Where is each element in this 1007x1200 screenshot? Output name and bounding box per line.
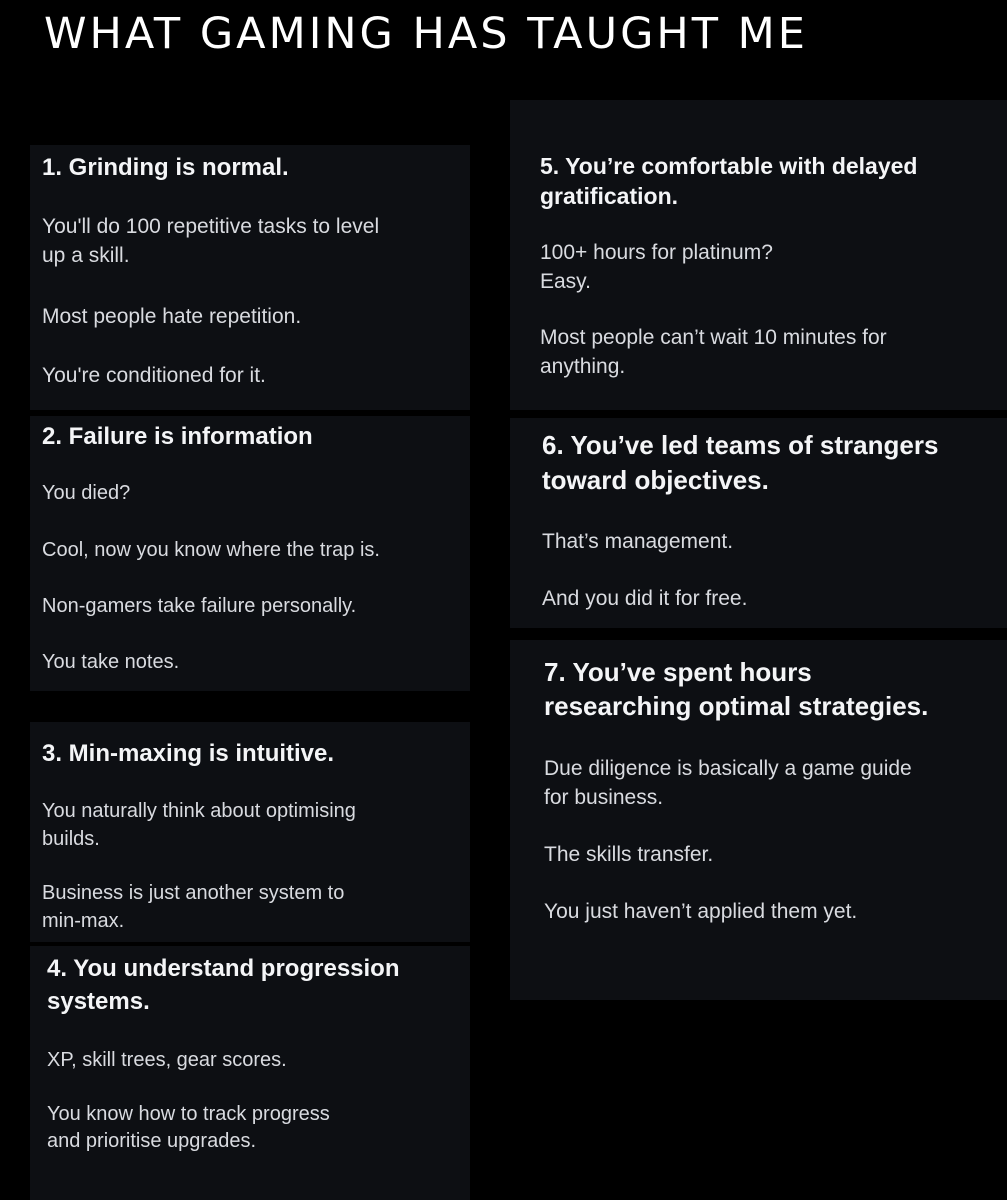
- lesson-7-line-2: for business.: [544, 786, 664, 809]
- lesson-card-2: [30, 416, 470, 691]
- lesson-7-heading-line-2: researching optimal strategies.: [544, 691, 929, 721]
- lesson-5-heading-line-1: 5. You’re comfortable with delayed: [540, 153, 918, 179]
- lesson-1-heading: 1. Grinding is normal.: [42, 154, 289, 181]
- lesson-5-line-4: anything.: [540, 355, 626, 378]
- lesson-6-line-1: That’s management.: [542, 530, 734, 553]
- lesson-5-line-3: Most people can’t wait 10 minutes for: [540, 326, 887, 349]
- lesson-2-line-4: You take notes.: [42, 651, 180, 673]
- lesson-1-line-3: Most people hate repetition.: [42, 305, 302, 328]
- lesson-2-line-1: You died?: [42, 482, 131, 504]
- lesson-3-line-3: Business is just another system to: [42, 882, 345, 904]
- page-title: WHAT GAMING HAS TAUGHT ME: [44, 9, 808, 59]
- lesson-card-1: [30, 145, 470, 410]
- lesson-7-line-4: You just haven’t applied them yet.: [544, 900, 858, 923]
- lesson-2-line-2: Cool, now you know where the trap is.: [42, 539, 380, 561]
- lesson-card-7: [510, 640, 1007, 1000]
- lesson-4-heading-line-2: systems.: [47, 988, 150, 1015]
- lesson-2-line-3: Non-gamers take failure personally.: [42, 595, 357, 617]
- lesson-3-line-2: builds.: [42, 828, 100, 850]
- lesson-5-line-2: Easy.: [540, 270, 591, 293]
- lesson-1-line-4: You're conditioned for it.: [42, 364, 266, 387]
- lesson-7-line-1: Due diligence is basically a game guide: [544, 757, 912, 780]
- lesson-4-line-2: You know how to track progress: [47, 1103, 330, 1125]
- lesson-card-6: [510, 418, 1007, 628]
- lesson-6-line-2: And you did it for free.: [542, 587, 748, 610]
- lesson-card-5: [510, 100, 1007, 410]
- lesson-6-heading-line-2: toward objectives.: [542, 465, 769, 495]
- lesson-5-heading-line-2: gratification.: [540, 183, 679, 209]
- lesson-card-3: [30, 722, 470, 942]
- lesson-5-line-1: 100+ hours for platinum?: [540, 241, 773, 264]
- lesson-4-line-3: and prioritise upgrades.: [47, 1130, 257, 1152]
- lesson-7-heading-line-1: 7. You’ve spent hours: [544, 657, 812, 687]
- lesson-card-4: [30, 946, 470, 1200]
- lesson-7-line-3: The skills transfer.: [544, 843, 714, 866]
- lesson-4-heading-line-1: 4. You understand progression: [47, 955, 400, 982]
- lesson-1-line-1: You'll do 100 repetitive tasks to level: [42, 215, 380, 238]
- lesson-4-line-1: XP, skill trees, gear scores.: [47, 1049, 287, 1071]
- lesson-3-line-4: min-max.: [42, 910, 125, 932]
- lesson-1-line-2: up a skill.: [42, 244, 130, 267]
- lesson-3-heading: 3. Min-maxing is intuitive.: [42, 740, 335, 767]
- lesson-2-heading: 2. Failure is information: [42, 423, 313, 450]
- lesson-6-heading-line-1: 6. You’ve led teams of strangers: [542, 430, 939, 460]
- lesson-3-line-1: You naturally think about optimising: [42, 800, 356, 822]
